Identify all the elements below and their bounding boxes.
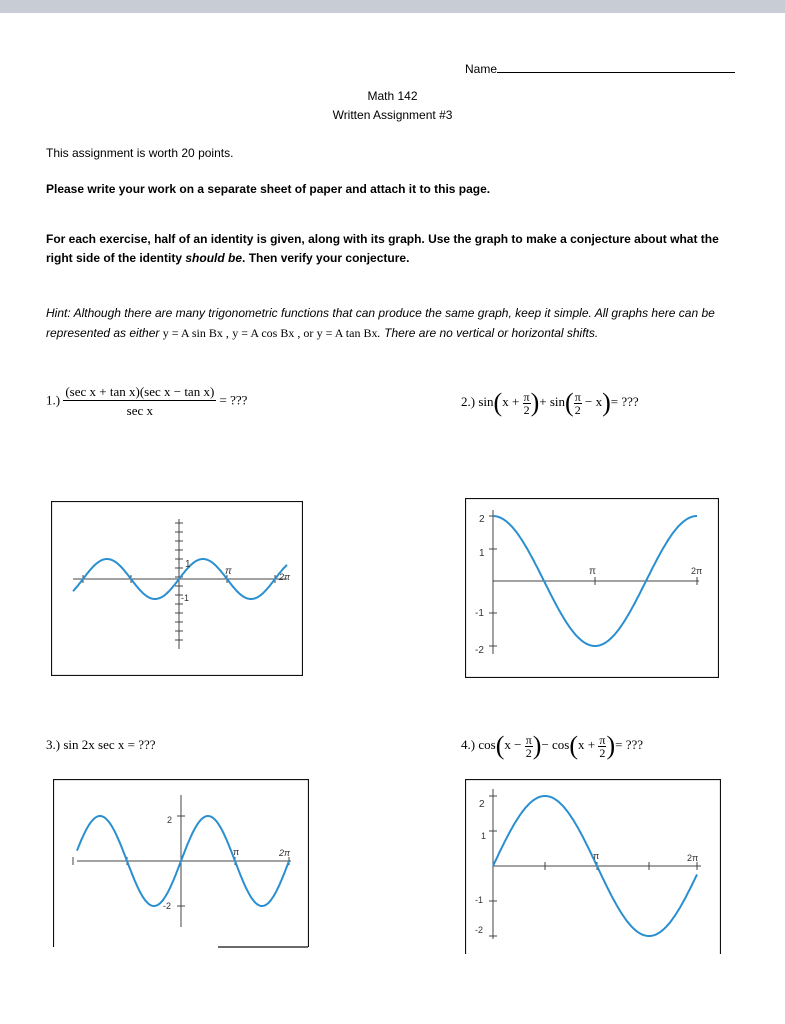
graph-4-label-pi: π <box>593 851 600 861</box>
pi-over-2 <box>525 734 533 759</box>
graph-2-label-neg-two: -2 <box>475 645 484 656</box>
hint-formula-sin: y = A sin Bx , <box>162 326 229 340</box>
graph-4-label-two: 2 <box>479 799 485 810</box>
exercise-1-denominator: sec x <box>126 403 153 418</box>
pi-over-2 <box>574 391 582 416</box>
pi: π <box>523 389 530 404</box>
pi: π <box>525 732 532 747</box>
exercise-2-sin: sin <box>478 393 494 409</box>
exercise-2 <box>461 388 639 418</box>
exercise-3-expression: sin 2x sec x = ??? <box>63 737 156 752</box>
graph-2-label-two-pi: 2π <box>691 566 703 576</box>
graph-3-label-pi: π <box>233 847 240 857</box>
instructions-part-b: . Then verify your conjecture. <box>242 251 410 265</box>
two: 2 <box>574 402 581 417</box>
name-label: Name <box>465 62 498 76</box>
graph-3-label-two: 2 <box>167 815 173 825</box>
graph-3-label-neg-two: -2 <box>163 901 172 911</box>
graph-4 <box>465 779 721 954</box>
paren-close: ) <box>530 388 540 417</box>
graph-1-label-neg-one: -1 <box>181 593 190 603</box>
exercise-1-rhs: = ??? <box>219 392 248 408</box>
name-field[interactable] <box>465 61 735 76</box>
exercise-2-inner-2: − x <box>585 393 603 409</box>
graph-4-label-one: 1 <box>481 831 487 841</box>
exercise-1-number: 1.) <box>46 392 61 408</box>
pi-over-2 <box>523 391 531 416</box>
paren-close: ) <box>606 731 616 760</box>
graph-1-frame <box>52 502 303 676</box>
paren-close: ) <box>602 388 611 417</box>
exercise-1 <box>46 384 247 419</box>
exercise-4-inner-2: x + <box>578 736 596 752</box>
paren-close: ) <box>532 731 542 760</box>
graph-2 <box>465 498 719 678</box>
hint-formula-tan: y = A tan Bx <box>316 326 378 340</box>
exercise-2-number: 2.) <box>461 393 476 409</box>
attach-note: Please write your work on a separate sheet of paper and attach it to this page. <box>46 182 491 196</box>
graph-1 <box>51 501 303 676</box>
hint-formula-cos: y = A cos Bx , or <box>232 326 314 340</box>
paren-open: ( <box>569 731 579 760</box>
pi: π <box>574 389 581 404</box>
exercise-4-number: 4.) <box>461 736 476 752</box>
graph-2-label-pi: π <box>589 566 596 577</box>
graph-4-label-neg-one: -1 <box>475 895 484 905</box>
top-bar <box>0 0 785 13</box>
exercise-4 <box>461 731 643 761</box>
exercise-4-inner-1: x − <box>504 736 522 752</box>
instructions-emphasis: should be <box>185 251 243 265</box>
graph-1-label-two-pi: 2π <box>279 572 291 582</box>
exercise-3-number: 3.) <box>46 737 61 752</box>
paren-open: ( <box>565 388 574 417</box>
graph-4-label-neg-two: -2 <box>475 925 484 935</box>
exercise-4-cos: cos <box>478 736 496 752</box>
graph-2-label-two: 2 <box>479 514 485 525</box>
pi: π <box>599 732 606 747</box>
exercise-2-inner-1: x + <box>502 393 520 409</box>
paren-open: ( <box>493 388 503 417</box>
hint <box>46 303 746 343</box>
exercise-4-rhs: = ??? <box>615 736 644 752</box>
graph-3 <box>53 779 309 954</box>
points-note: This assignment is worth 20 points. <box>46 146 234 160</box>
graph-4-label-two-pi: 2π <box>687 853 699 863</box>
graph-1-label-pi: π <box>225 566 232 577</box>
exercise-2-rhs: = ??? <box>610 393 639 409</box>
paren-open: ( <box>495 731 505 760</box>
assignment-title: Written Assignment #3 <box>332 108 453 122</box>
exercise-1-numerator: (sec x + tan x)(sec x − tan x) <box>65 384 215 399</box>
two: 2 <box>525 745 532 760</box>
instructions-part-a: For each exercise, half of an identity is given, along with its graph. Use the graph to make a conjecture about what the right side of the identity <box>46 232 719 265</box>
two: 2 <box>523 402 530 417</box>
graph-4-frame <box>466 780 721 955</box>
graph-2-label-neg-one: -1 <box>475 608 484 619</box>
course-title: Math 142 <box>367 89 418 103</box>
hint-part-b: . There are no vertical or horizontal shifts. <box>377 326 599 340</box>
hint-part-a: Hint: Although there are many trigonometric functions that can produce the same graph, keep it simple. All graphs here can be represented as either <box>46 306 715 340</box>
graph-3-label-two-pi: 2π <box>279 848 291 858</box>
two: 2 <box>599 745 606 760</box>
exercise-4-minus-cos: − cos <box>541 736 570 752</box>
graph-2-label-one: 1 <box>479 548 485 559</box>
graph-1-label-one: 1 <box>185 559 191 570</box>
exercise-2-plus-sin: + sin <box>539 393 566 409</box>
name-blank-line[interactable] <box>497 61 735 73</box>
exercise-1-fraction <box>63 384 216 419</box>
instructions <box>46 230 746 268</box>
exercise-3 <box>46 737 156 753</box>
